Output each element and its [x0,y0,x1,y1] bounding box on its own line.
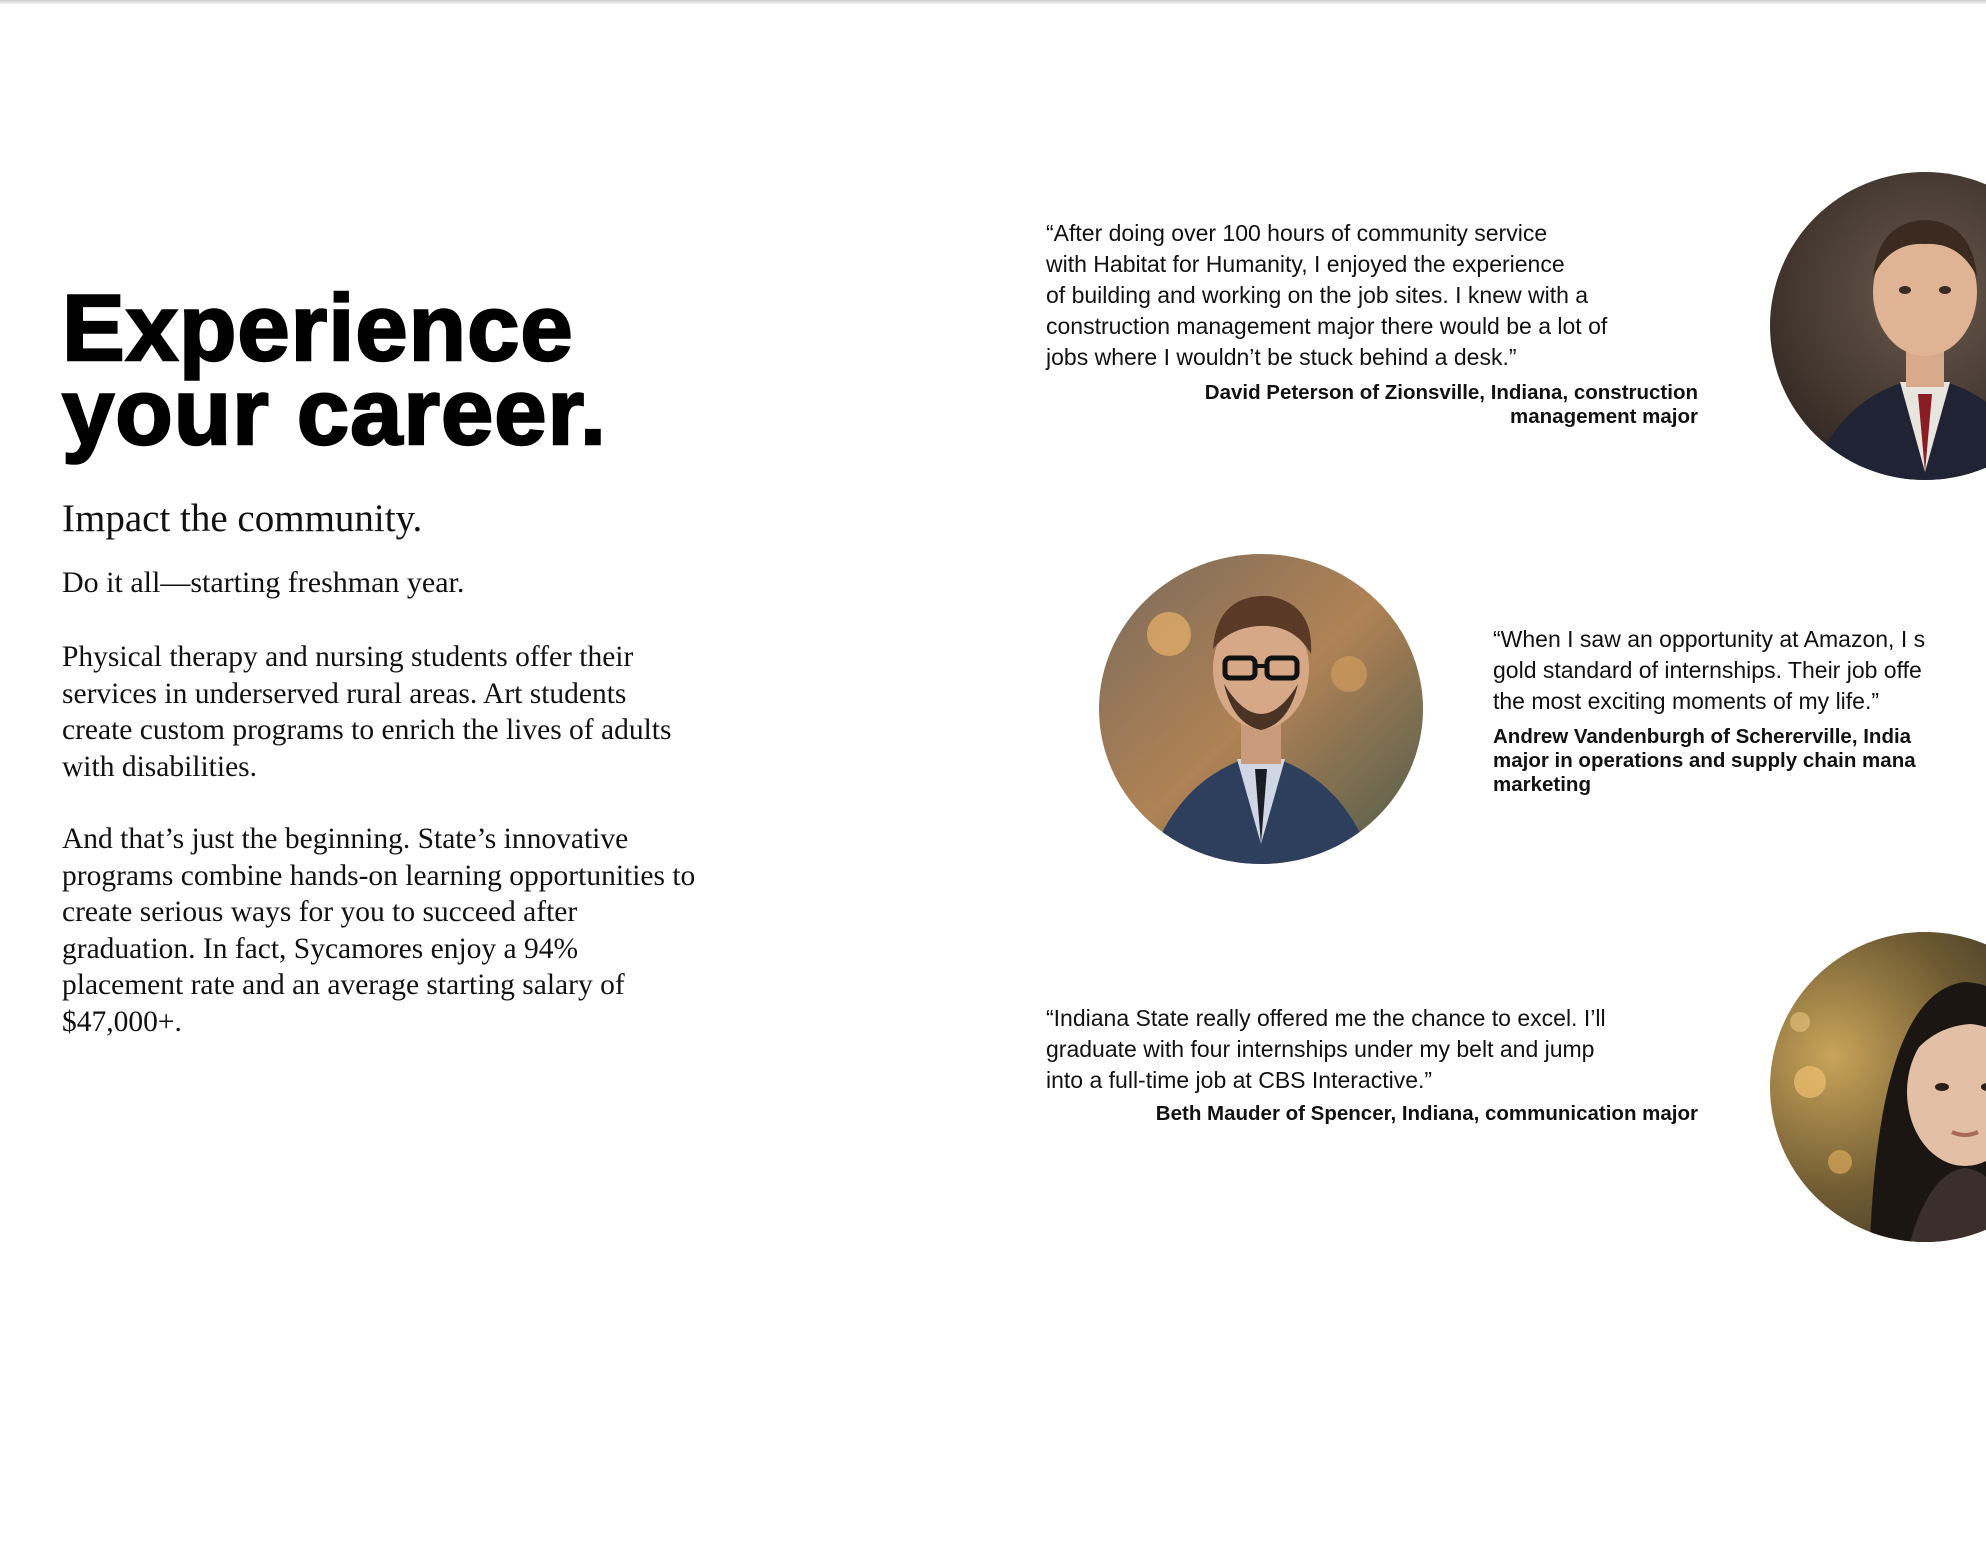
testimonial-2-portrait [1099,554,1423,864]
testimonial-3-attribution: Beth Mauder of Spencer, Indiana, communication major [1155,1102,1698,1125]
section-subheading: Impact the community. [62,497,423,540]
page-title [62,275,608,464]
man-in-suit-photo [1770,172,1986,480]
man-with-glasses-photo [1099,554,1423,864]
body-paragraph-2: And that’s just the beginning. State’s innovative programs combine hands-on learning opportunities to create serious ways for you to succeed after graduation. In fact, Sycamores enjoy a 94% placement rate and an average starting salary of $47,000+. [62,823,696,1038]
testimonial-3-portrait [1770,932,1986,1242]
testimonial-1-portrait [1770,172,1986,480]
testimonial-2 [1493,624,1986,797]
testimonial-3-quote: “Indiana State really offered me the chance to excel. I’ll graduate with four internships under my belt and jump into a full-time job at CBS Interactive.” [1046,1005,1606,1093]
testimonial-1-quote: “After doing over 100 hours of community service with Habitat for Humanity, I enjoyed the experience of building and working on the job sites. I knew with a construction management major there would be a lot of jobs where I wouldn’t be stuck behind a desk.” [1046,220,1608,370]
woman-portrait-photo [1770,932,1986,1242]
testimonial-3 [1046,1003,1706,1126]
testimonial-1-attribution: David Peterson of Zionsville, Indiana, construction management major [1204,381,1698,428]
body-paragraph-1: Physical therapy and nursing students offer their services in underserved rural areas. Art students create custom programs to enrich the lives of adults with disabilities. [62,641,672,783]
page-title-line-1: Experience [62,275,574,380]
testimonial-2-attribution: Andrew Vandenburgh of Schererville, India major in operations and supply chain mana marketing [1493,725,1916,796]
testimonial-2-quote: “When I saw an opportunity at Amazon, I s gold standard of internships. Their job offe the most exciting moments of my life.” [1493,626,1926,714]
page-title-line-2: your career. [62,359,608,464]
top-divider [0,0,1986,4]
tagline: Do it all—starting freshman year. [62,566,465,599]
testimonial-1 [1046,218,1706,429]
